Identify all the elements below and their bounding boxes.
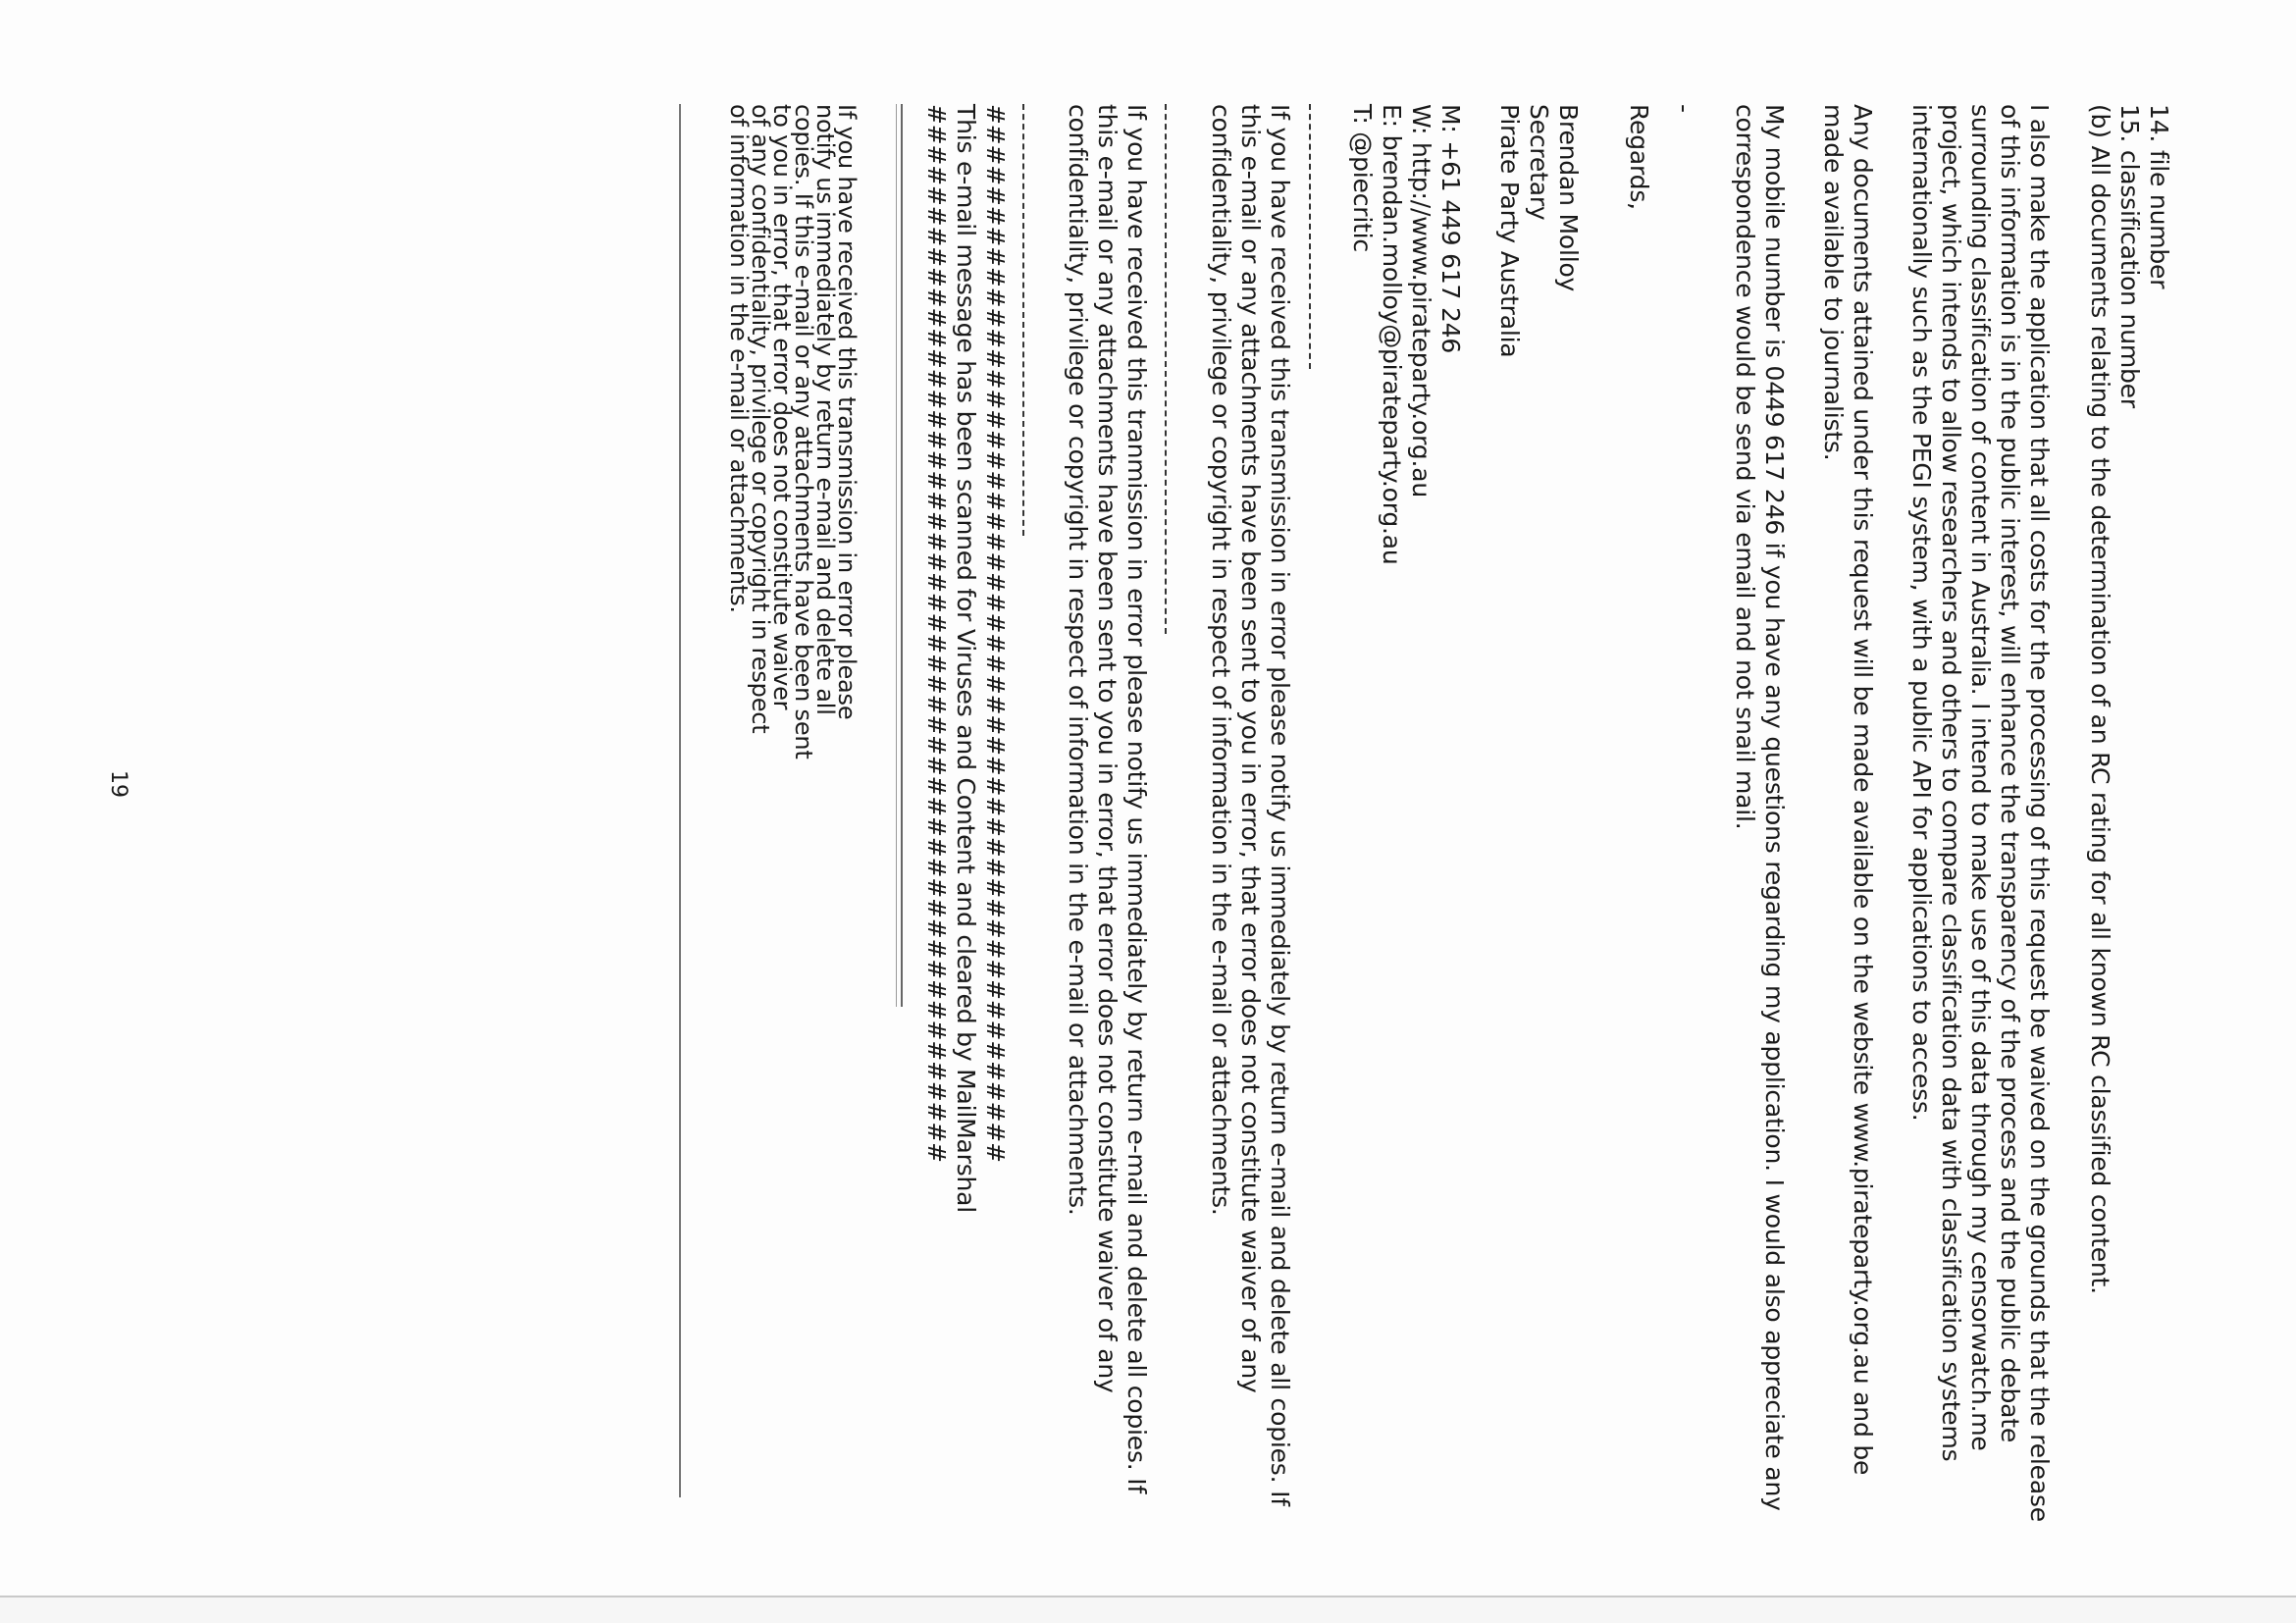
list-item-14: 14. file number	[2145, 104, 2173, 289]
signature-org: Pirate Party Australia	[1495, 104, 1524, 358]
disclaimer-3-line-5: of any confidentiality, privilege or copyright in respect	[747, 104, 774, 734]
closing: Regards,	[1625, 104, 1653, 210]
availability-line-1: Any documents attained under this request will be made available on the website www.pirateparty.org.au and be	[1849, 104, 1877, 1476]
signature-mobile: M: +61 449 617 246	[1436, 104, 1465, 354]
contact-note-line-1: My mobile number is 0449 617 246 if you have any questions regarding my application. I would also appreciate any	[1760, 104, 1789, 1511]
scan-bottom-strip	[0, 1597, 2296, 1623]
fee-waiver-line-5: internationally such as the PEGI system, with a public API for applications to access.	[1907, 104, 1936, 1122]
disclaimer-1-line-3: confidentiality, privilege or copyright in respect of information in the e-mail or attachments.	[1207, 104, 1235, 1216]
fee-waiver-line-2: of this information is in the public interest, will enhance the transparency of the process and the public debate	[1996, 104, 2024, 1443]
list-item-15: 15. classification number	[2115, 104, 2144, 408]
fee-waiver-line-3: surrounding classification of content in Australia. I intend to make use of this data through my censorwatch.me	[1966, 104, 1995, 1451]
scan-hash-bottom: ####################################################	[922, 104, 951, 1163]
signature-title: Secretary	[1525, 104, 1553, 221]
contact-note-line-2: correspondence would be send via email and not snail mail.	[1731, 104, 1759, 830]
disclaimer-1-line-2: this e-mail or any attachments have been sent to you in error, that error does not constitute waiver of any	[1236, 104, 1265, 1393]
disclaimer-1-line-1: If you have received this transmission in error please notify us immediately by return e-mail and delete all copies. If	[1266, 104, 1294, 1506]
scan-notice-text: This e-mail message has been scanned for Viruses and Content and cleared by MailMarshal	[952, 104, 980, 1214]
scan-hash-top: ####################################################	[981, 104, 1010, 1163]
fee-waiver-line-4: project, which intends to allow researchers and others to compare classification data with classification systems	[1937, 104, 1965, 1462]
disclaimer-3-line-6: of information in the e-mail or attachments.	[725, 104, 753, 613]
separator-mark: -	[1670, 104, 1698, 113]
signature-name: Brendan Molloy	[1554, 104, 1583, 292]
disclaimer-3-line-1: If you have received this transmission in error please	[833, 104, 861, 720]
rotated-content	[294, 104, 2178, 1522]
disclaimer-3-line-3: copies. If this e-mail or any attachments have been sent	[790, 104, 817, 759]
dashed-divider-3	[1022, 104, 1024, 536]
bottom-rule	[679, 104, 681, 1497]
list-item-b: (b) All documents relating to the determination of an RC rating for all known RC classified content.	[2086, 104, 2114, 1294]
dashed-divider-1	[1309, 104, 1311, 369]
signature-web: W: http://www.pirateparty.org.au	[1407, 104, 1435, 497]
dashed-divider-2	[1165, 104, 1167, 634]
disclaimer-2-line-1: If you have received this tranmission in error please notify us immediately by return e-mail and delete all copies. If	[1122, 104, 1151, 1494]
disclaimer-3-line-4: to you in error, that error does not constitute waiver	[768, 104, 796, 710]
disclaimer-2-line-3: confidentiality, privilege or copyright in respect of information in the e-mail or attachments.	[1064, 104, 1092, 1216]
availability-line-2: made available to journalists.	[1819, 104, 1848, 461]
disclaimer-3-line-2: notify us immediately by return e-mail and delete all	[811, 104, 839, 715]
signature-twitter: T: @piecritic	[1348, 104, 1377, 252]
disclaimer-2-line-2: this e-mail or any attachments have been sent to you in error, that error does not constitute waiver of any	[1093, 104, 1122, 1393]
page-number: 19	[106, 770, 130, 798]
signature-email: E: brendan.molloy@pirateparty.org.au	[1378, 104, 1406, 565]
fee-waiver-line-1: I also make the application that all costs for the processing of this request be waived on the grounds that the release	[2025, 104, 2054, 1522]
double-rule	[896, 104, 903, 1007]
